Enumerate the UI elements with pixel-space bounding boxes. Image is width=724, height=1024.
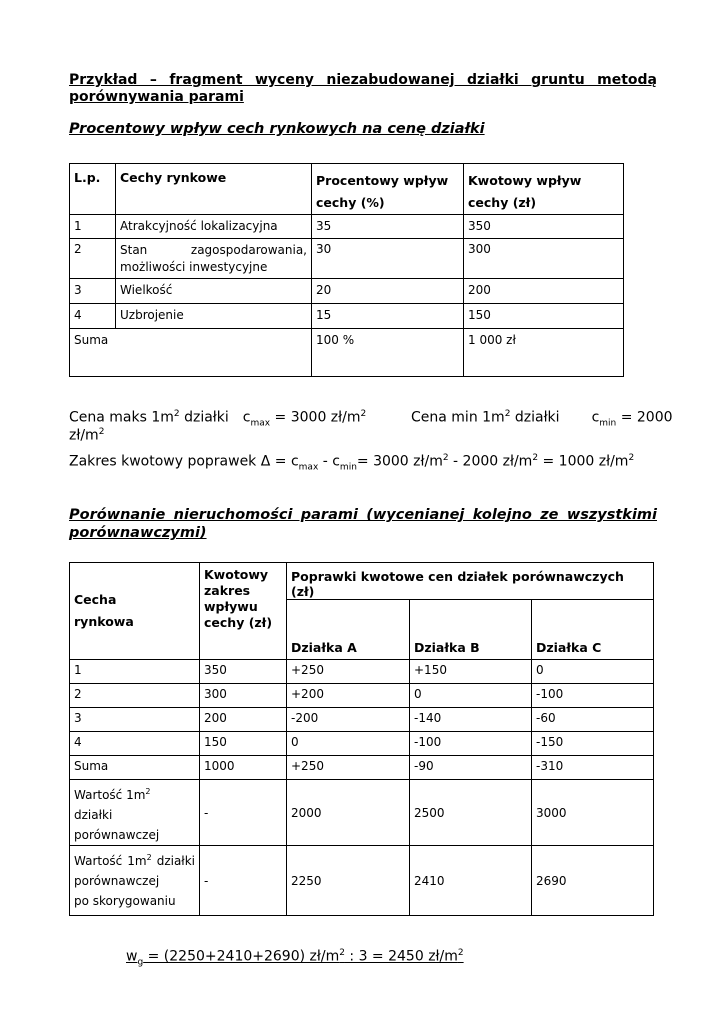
table-row: 3 200 -200 -140 -60: [70, 708, 654, 732]
sum-percent: 100 %: [312, 329, 464, 377]
title-line-2: porównywania parami: [69, 89, 244, 105]
table-sum-row: [70, 329, 624, 377]
min-price: Cena $\min 1m^2$ działki $c_{min} = 2000$: [411, 409, 673, 429]
row-feature: Uzbrojenie: [116, 304, 312, 329]
table-row: 1 350 +250 +150 0: [70, 660, 654, 684]
market-features-table: [69, 163, 624, 377]
table-row: [70, 279, 624, 304]
row-lp: 1: [70, 215, 116, 239]
table-row: [70, 215, 624, 239]
min-price-unit: $zł/m^2$: [69, 427, 105, 444]
document-page: [69, 72, 673, 972]
table-row: [70, 239, 624, 279]
row-amount: 150: [464, 304, 624, 329]
adjustment-range: Zakres kwotowy poprawek $\Delta = c_{max} - c_{min}= 3000$ $zł/m^2 - 2000$ $zł/m^2 = 1000$ $zł/m^2$: [69, 453, 635, 473]
row-lp: 3: [70, 279, 116, 304]
header-percent-impact: Procentowy wpływ cechy (%): [312, 164, 464, 215]
row-percent: 30: [312, 239, 464, 279]
row-amount: 350: [464, 215, 624, 239]
header-market-features: Cechy rynkowe: [116, 164, 312, 215]
row-feature: Stan zagospodarowania, możliwości inwestycyjne: [116, 239, 312, 279]
table-sum-row: Suma 1000 +250 -90 -310: [70, 756, 654, 780]
subtitle-pairwise-comparison: Porównanie nieruchomości parami (wycenianej kolejno ze wszystkimi porównawczymi): [69, 507, 657, 542]
table-row: [70, 304, 624, 329]
table-row: 2 300 +200 0 -100: [70, 684, 654, 708]
adjusted-value-label: Wartość $1m^2$ działki porównawczej po skorygowaniu: [70, 846, 200, 916]
header-plot-b: Działka B: [410, 600, 532, 660]
value-label: Wartość $1m^2$ działki porównawczej: [70, 780, 200, 846]
row-feature: Wielkość: [116, 279, 312, 304]
row-amount: 200: [464, 279, 624, 304]
row-percent: 20: [312, 279, 464, 304]
title-line-1: Przykład – fragment wyceny niezabudowanej działki gruntu metodą: [69, 72, 657, 88]
header-plot-a: Działka A: [287, 600, 410, 660]
document-title: [69, 72, 657, 106]
header-feature: Cecha rynkowa: [70, 563, 200, 660]
sum-label: Suma: [70, 329, 312, 377]
value-row: Wartość $1m^2$ działki porównawczej - 2000 2500 3000: [70, 780, 654, 846]
table-row: 4 150 0 -100 -150: [70, 732, 654, 756]
row-feature: Atrakcyjność lokalizacyjna: [116, 215, 312, 239]
table-header-row: [70, 164, 624, 215]
adjusted-value-row: Wartość $1m^2$ działki porównawczej po skorygowaniu - 2250 2410 2690: [70, 846, 654, 916]
row-amount: 300: [464, 239, 624, 279]
row-lp: 4: [70, 304, 116, 329]
table-header-row: [70, 563, 654, 600]
header-lp: L.p.: [70, 164, 116, 215]
header-adjustments: Poprawki kwotowe cen działek porównawczych (zł): [287, 563, 654, 600]
row-percent: 15: [312, 304, 464, 329]
final-value-formula: $w_g = (2250+2410+2690)$ $zł/m^2$ : 3 = 2450 $zł/m^2$: [126, 948, 464, 968]
sum-amount: 1 000 zł: [464, 329, 624, 377]
subtitle-percent-impact: Procentowy wpływ cech rynkowych na cenę działki: [69, 121, 485, 137]
price-range-block: [69, 405, 673, 444]
row-percent: 35: [312, 215, 464, 239]
header-plot-c: Działka C: [532, 600, 654, 660]
max-price: Cena maks $1m^2$ działki $c_{max} = 3000$ $zł/m^2$: [69, 409, 367, 429]
header-amount-impact: Kwotowy wpływ cechy (zł): [464, 164, 624, 215]
header-amount-range: Kwotowy zakres wpływu cechy (zł): [200, 563, 287, 660]
row-lp: 2: [70, 239, 116, 279]
pairwise-comparison-table: [69, 562, 654, 916]
